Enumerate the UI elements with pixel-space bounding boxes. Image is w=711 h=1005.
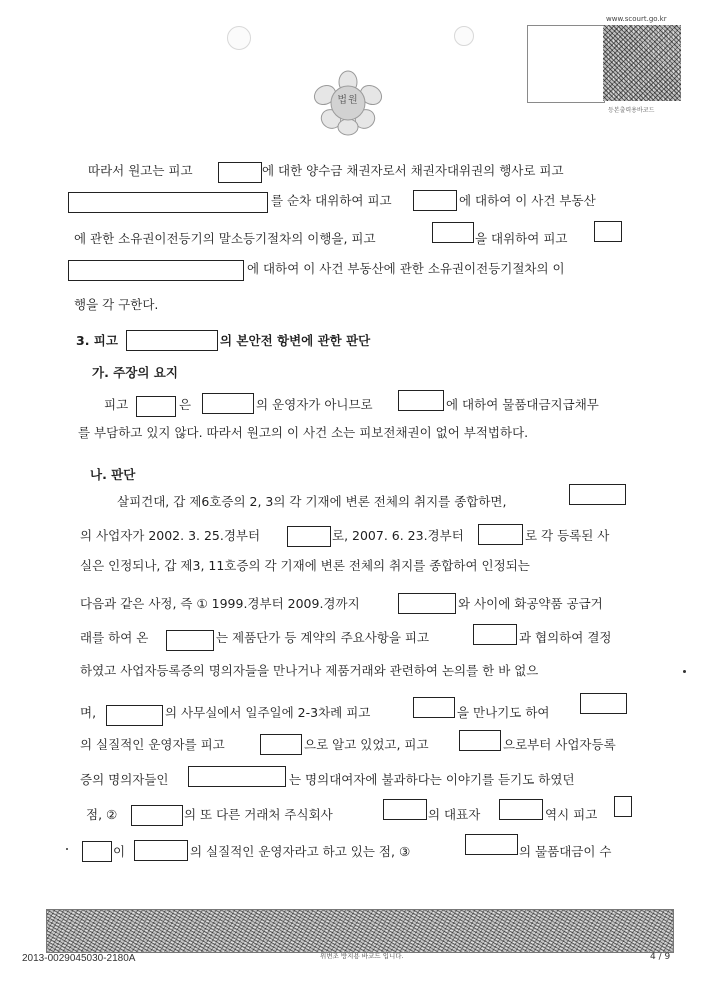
text-segment: 와 사이에 화공약품 공급거	[458, 596, 603, 611]
text-segment: 의 실질적인 운영자를 피고	[80, 737, 225, 752]
barcode-caption: 등본출력용바코드	[608, 107, 655, 114]
text-segment: 을 만나기도 하여	[457, 705, 550, 720]
redaction-box	[499, 799, 543, 820]
redaction-box	[131, 805, 183, 826]
text-segment: 는 제품단가 등 계약의 주요사항을 피고	[216, 630, 430, 645]
text-segment: 나. 판단	[90, 467, 136, 482]
redaction-box	[398, 593, 456, 614]
text-segment: 행을 각 구한다.	[74, 297, 159, 312]
text-segment: 를 부담하고 있지 않다. 따라서 원고의 이 사건 소는 피보전채권이 없어 부적법하다.	[78, 425, 529, 440]
text-segment: 을 대위하여 피고	[475, 231, 568, 246]
redaction-box	[82, 841, 112, 862]
redaction-box	[413, 697, 455, 718]
page-number: 4 / 9	[650, 952, 671, 962]
text-segment: 가. 주장의 요지	[92, 365, 178, 380]
redaction-box	[473, 624, 517, 645]
scan-speck	[66, 848, 68, 850]
redaction-box	[459, 730, 501, 751]
text-segment: 의 운영자가 아니므로	[256, 397, 373, 412]
scan-speck	[683, 670, 686, 673]
redaction-box	[166, 630, 214, 651]
redaction-box	[569, 484, 626, 505]
redaction-box	[398, 390, 444, 411]
redaction-box	[594, 221, 622, 242]
redaction-box	[614, 796, 632, 817]
redaction-box	[134, 840, 188, 861]
redaction-box	[136, 396, 176, 417]
redaction-box	[580, 693, 627, 714]
redaction-box	[465, 834, 518, 855]
redaction-box	[432, 222, 474, 243]
punch-hole-left	[227, 26, 251, 50]
redacted-barcode-box	[527, 25, 605, 103]
redaction-box	[126, 330, 218, 351]
site-url: www.scourt.go.kr	[606, 15, 667, 23]
document-number: 2013-0029045030-2180A	[22, 953, 136, 964]
text-segment: 살피건대, 갑 제6호증의 2, 3의 각 기재에 변론 전체의 취지를 종합하면,	[117, 494, 507, 509]
text-segment: 를 순차 대위하여 피고	[271, 193, 392, 208]
text-segment: 래를 하여 온	[80, 630, 149, 645]
top-barcode	[603, 25, 681, 101]
redaction-box	[287, 526, 331, 547]
text-segment: 하였고 사업자등록증의 명의자들을 만나거나 제품거래와 관련하여 논의를 한 바 없으	[80, 663, 539, 678]
text-segment: 에 대하여 물품대금지급채무	[446, 397, 599, 412]
text-segment: 다음과 같은 사정, 즉 ① 1999.경부터 2009.경까지	[80, 596, 360, 611]
text-segment: 으로부터 사업자등록	[503, 737, 616, 752]
text-segment: 의 또 다른 거래처 주식회사	[184, 807, 333, 822]
text-segment: 3. 피고	[76, 333, 118, 348]
security-strip-caption: 위변조 방지용 바코드 입니다.	[320, 952, 404, 960]
text-segment: 에 대한 양수금 채권자로서 채권자대위권의 행사로 피고	[262, 163, 564, 178]
security-barcode-strip	[46, 909, 674, 953]
text-segment: 는 명의대여자에 불과하다는 이야기를 듣기도 하였던	[289, 772, 575, 787]
redaction-box	[413, 190, 457, 211]
punch-hole-right	[454, 26, 474, 46]
redaction-box	[478, 524, 523, 545]
redaction-box	[68, 260, 244, 281]
text-segment: 로, 2007. 6. 23.경부터	[332, 528, 464, 543]
text-segment: 증의 명의자들인	[80, 772, 169, 787]
text-segment: 은	[179, 397, 192, 412]
emblem-label: 법원	[337, 95, 359, 106]
text-segment: 의 물품대금이 수	[519, 844, 612, 859]
redaction-box	[106, 705, 163, 726]
text-segment: 점, ②	[86, 807, 118, 822]
text-segment: 의 실질적인 운영자라고 하고 있는 점, ③	[190, 844, 411, 859]
text-segment: 따라서 원고는 피고	[88, 163, 193, 178]
redaction-box	[188, 766, 286, 787]
redaction-box	[383, 799, 427, 820]
text-segment: 며,	[80, 705, 97, 720]
text-segment: 역시 피고	[545, 807, 598, 822]
text-segment: 의 사업자가 2002. 3. 25.경부터	[80, 528, 261, 543]
text-segment: 의 본안전 항변에 관한 판단	[220, 333, 371, 348]
text-segment: 피고	[104, 397, 129, 412]
text-segment: 의 대표자	[428, 807, 481, 822]
text-segment: 에 대하여 이 사건 부동산	[459, 193, 596, 208]
text-segment: 으로 알고 있었고, 피고	[304, 737, 429, 752]
redaction-box	[202, 393, 254, 414]
text-segment: 실은 인정되나, 갑 제3, 11호증의 각 기재에 변론 전체의 취지를 종합하여 인정되는	[80, 558, 530, 573]
text-segment: 과 협의하여 결정	[519, 630, 612, 645]
text-segment: 에 대하여 이 사건 부동산에 관한 소유권이전등기절차의 이	[247, 261, 565, 276]
text-segment: 이	[113, 844, 126, 859]
redaction-box	[260, 734, 302, 755]
redaction-box	[218, 162, 262, 183]
text-segment: 에 관한 소유권이전등기의 말소등기절차의 이행을, 피고	[74, 231, 376, 246]
court-emblem	[311, 67, 385, 137]
text-segment: 의 사무실에서 일주일에 2-3차례 피고	[165, 705, 371, 720]
text-segment: 로 각 등록된 사	[525, 528, 610, 543]
redaction-box	[68, 192, 268, 213]
